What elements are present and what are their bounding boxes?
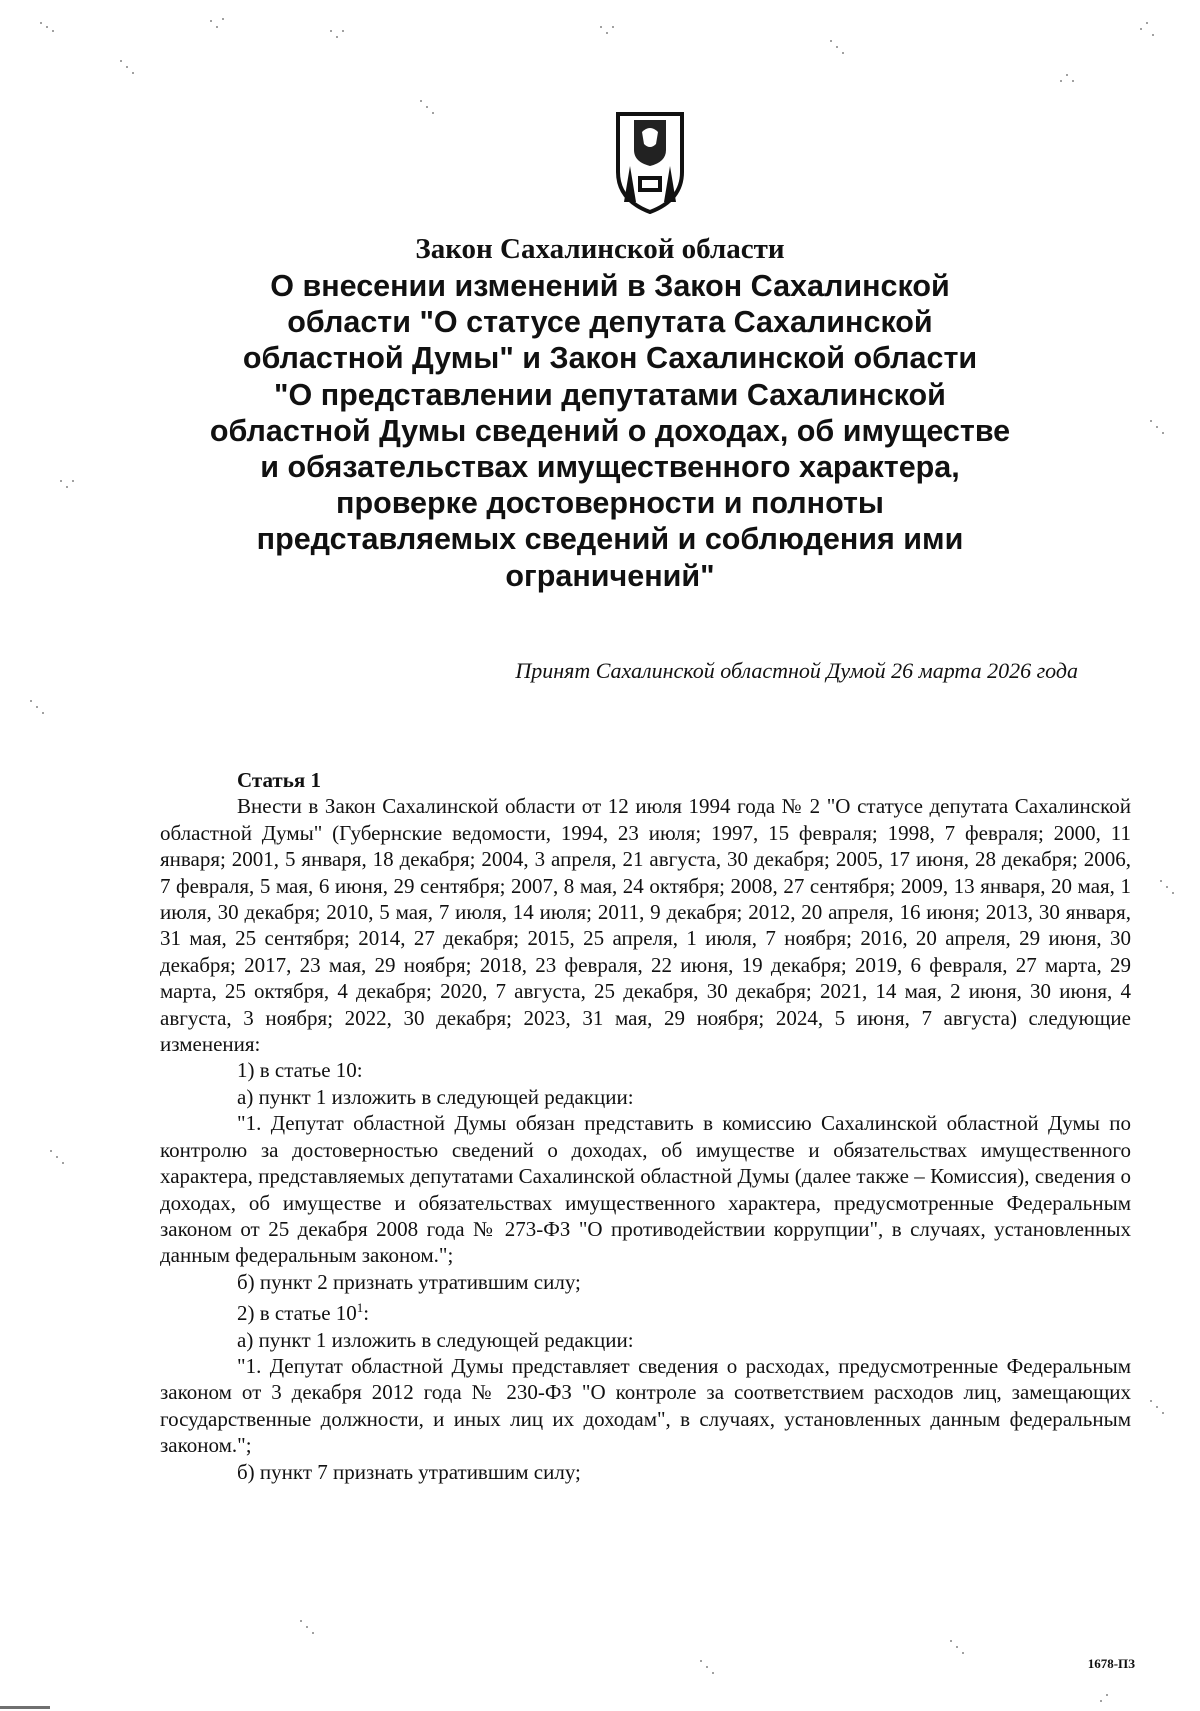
article-intro: Внести в Закон Сахалинской области от 12 июля 1994 года № 2 "О статусе депутата Сахалинской областной Думы" (Губернские ведомости, 1994, 23 июля; 1997, 15 февраля; 1998, 7 февраля; 2000, 11 января; 2001, 5 января, 18 декабря; 2004, 3 апреля, 21 августа, 30 декабря; 2005, 17 июня, 28 декабря; 2006, 7 февраля, 5 мая, 6 июня, 29 сентября; 2007, 8 мая, 24 октября; 2008, 27 сентября; 2009, 13 января, 20 мая, 1 июля, 30 декабря; 2010, 5 мая, 7 июля, 14 июля; 2011, 9 декабря; 2012, 20 апреля, 16 июня; 2013, 30 января, 31 мая, 25 сентября; 2014, 27 декабря; 2015, 25 апреля, 1 июля, 7 ноября; 2016, 20 апреля, 29 июня, 30 декабря; 2017, 23 мая, 29 ноября; 2018, 23 февраля, 22 июня, 19 декабря; 2019, 6 февраля, 27 марта, 29 марта, 25 октября, 4 декабря; 2020, 7 августа, 25 декабря, 30 декабря; 2021, 14 мая, 2 июня, 30 июня, 4 августа, 3 ноября; 2022, 30 декабря; 2023, 31 мая, 29 ноября; 2024, 5 июня, 7 августа) следующие изменения:: [160, 794, 1131, 1057]
title-line: представляемых сведений и соблюдения ими: [256, 522, 964, 557]
title-line: "О представлении депутатами Сахалинской: [274, 377, 946, 412]
list-item: 1) в статье 10:: [237, 1058, 363, 1083]
document-code: 1678-ПЗ: [1087, 1656, 1135, 1671]
quoted-text: "1. Депутат областной Думы обязан представить в комиссию Сахалинской областной Думы по контролю за достоверностью сведений о доходах, об имуществе и обязательствах имущественного характера, представляемых депутатами Сахалинской областной Думы (далее также – Комиссия), сведения о доходах, об имуществе и обязательствах имущественного характера, предусмотренные Федеральным законом от 25 декабря 2008 года № 273-ФЗ "О противодействии коррупции", в случаях, установленных данным федеральным законом.";: [160, 1111, 1131, 1268]
title-line: и обязательствах имущественного характера,: [260, 450, 960, 485]
list-item: а) пункт 1 изложить в следующей редакции:: [237, 1327, 634, 1352]
item-suffix: :: [363, 1301, 370, 1326]
title-line: области "О статусе депутата Сахалинской: [287, 305, 933, 340]
superscript: 1: [356, 1300, 364, 1316]
law-subject-title: [180, 268, 1040, 594]
list-item: б) пункт 7 признать утратившим силу;: [237, 1459, 581, 1484]
title-line: проверке достоверности и полноты: [336, 486, 884, 521]
article-title: Статья 1: [237, 768, 321, 792]
list-item: [160, 1295, 1131, 1326]
coat-of-arms-emblem: [612, 110, 688, 214]
item-text: 2) в статье 10: [237, 1301, 357, 1326]
title-line: областной Думы сведений о доходах, об имуществе: [209, 413, 1011, 448]
title-line: ограничений": [505, 558, 715, 593]
list-item: б) пункт 2 признать утратившим силу;: [237, 1269, 581, 1294]
adoption-note: Принят Сахалинской областной Думой 26 марта 2026 года: [515, 658, 1078, 683]
quoted-text: "1. Депутат областной Думы представляет сведения о расходах, предусмотренные Федеральным законом от 3 декабря 2012 года № 230-ФЗ "О контроле за соответствием расходов лиц, замещающих государственные должности, и иных лиц их доходам", в случаях, установленных данным федеральным законом.";: [160, 1353, 1131, 1458]
law-title: Закон Сахалинской области: [415, 233, 785, 265]
list-item: а) пункт 1 изложить в следующей редакции:: [237, 1084, 634, 1109]
title-line: О внесении изменений в Закон Сахалинской: [270, 269, 950, 303]
title-line: областной Думы" и Закон Сахалинской области: [242, 341, 978, 376]
law-body: [160, 767, 1131, 1485]
